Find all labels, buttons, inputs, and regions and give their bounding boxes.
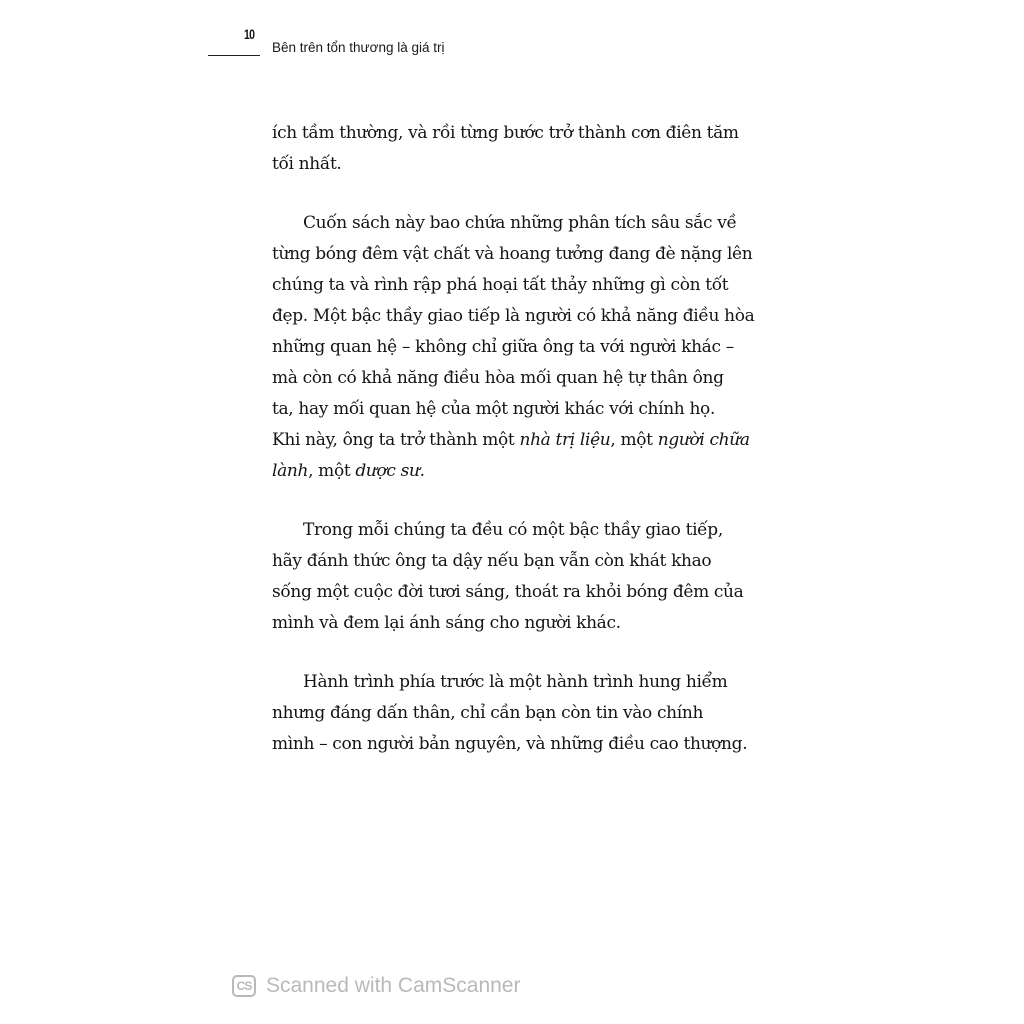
page-number: 10 (244, 26, 255, 42)
text-run: , một (308, 461, 356, 481)
text-line: chúng ta và rình rập phá hoại tất thảy những gì còn tốt (272, 275, 729, 295)
italic-term: người chữa (657, 430, 750, 450)
text-line (272, 425, 750, 456)
watermark-text: Scanned with CamScanner (266, 974, 521, 997)
italic-term: dược sư (355, 461, 420, 481)
text-line: tối nhất. (272, 154, 342, 174)
text-line (272, 456, 742, 487)
text-run: . (419, 461, 425, 481)
text-run: , một (610, 430, 658, 450)
body-text (272, 118, 755, 760)
text-line: mình – con người bản nguyên, và những điều cao thượng. (272, 734, 748, 754)
text-line: những quan hệ – không chỉ giữa ông ta với người khác – (272, 337, 734, 357)
text-line: từng bóng đêm vật chất và hoang tưởng đang đè nặng lên (272, 244, 753, 264)
text-line: Cuốn sách này bao chứa những phân tích sâu sắc về (303, 213, 737, 233)
camscanner-watermark (232, 974, 520, 998)
text-line: hãy đánh thức ông ta dậy nếu bạn vẫn còn khát khao (272, 551, 712, 571)
text-line: Trong mỗi chúng ta đều có một bậc thầy giao tiếp, (303, 520, 723, 540)
italic-term: nhà trị liệu (519, 430, 611, 450)
text-line: Hành trình phía trước là một hành trình hung hiểm (303, 672, 728, 692)
italic-term: lành (272, 461, 309, 481)
text-line: ta, hay mối quan hệ của một người khác với chính họ. (272, 399, 716, 419)
camscanner-logo-icon: CS (232, 975, 256, 997)
header-rule (208, 55, 260, 56)
running-title: Bên trên tổn thương là giá trị (272, 40, 445, 55)
text-line: mình và đem lại ánh sáng cho người khác. (272, 613, 621, 633)
text-line: nhưng đáng dấn thân, chỉ cần bạn còn tin vào chính (272, 703, 704, 723)
text-run: Khi này, ông ta trở thành một (272, 430, 520, 450)
text-line: mà còn có khả năng điều hòa mối quan hệ tự thân ông (272, 368, 724, 388)
text-line: sống một cuộc đời tươi sáng, thoát ra khỏi bóng đêm của (272, 582, 744, 602)
text-line: đẹp. Một bậc thầy giao tiếp là người có khả năng điều hòa (272, 306, 755, 326)
text-line: ích tầm thường, và rồi từng bước trở thành cơn điên tăm (272, 123, 739, 143)
